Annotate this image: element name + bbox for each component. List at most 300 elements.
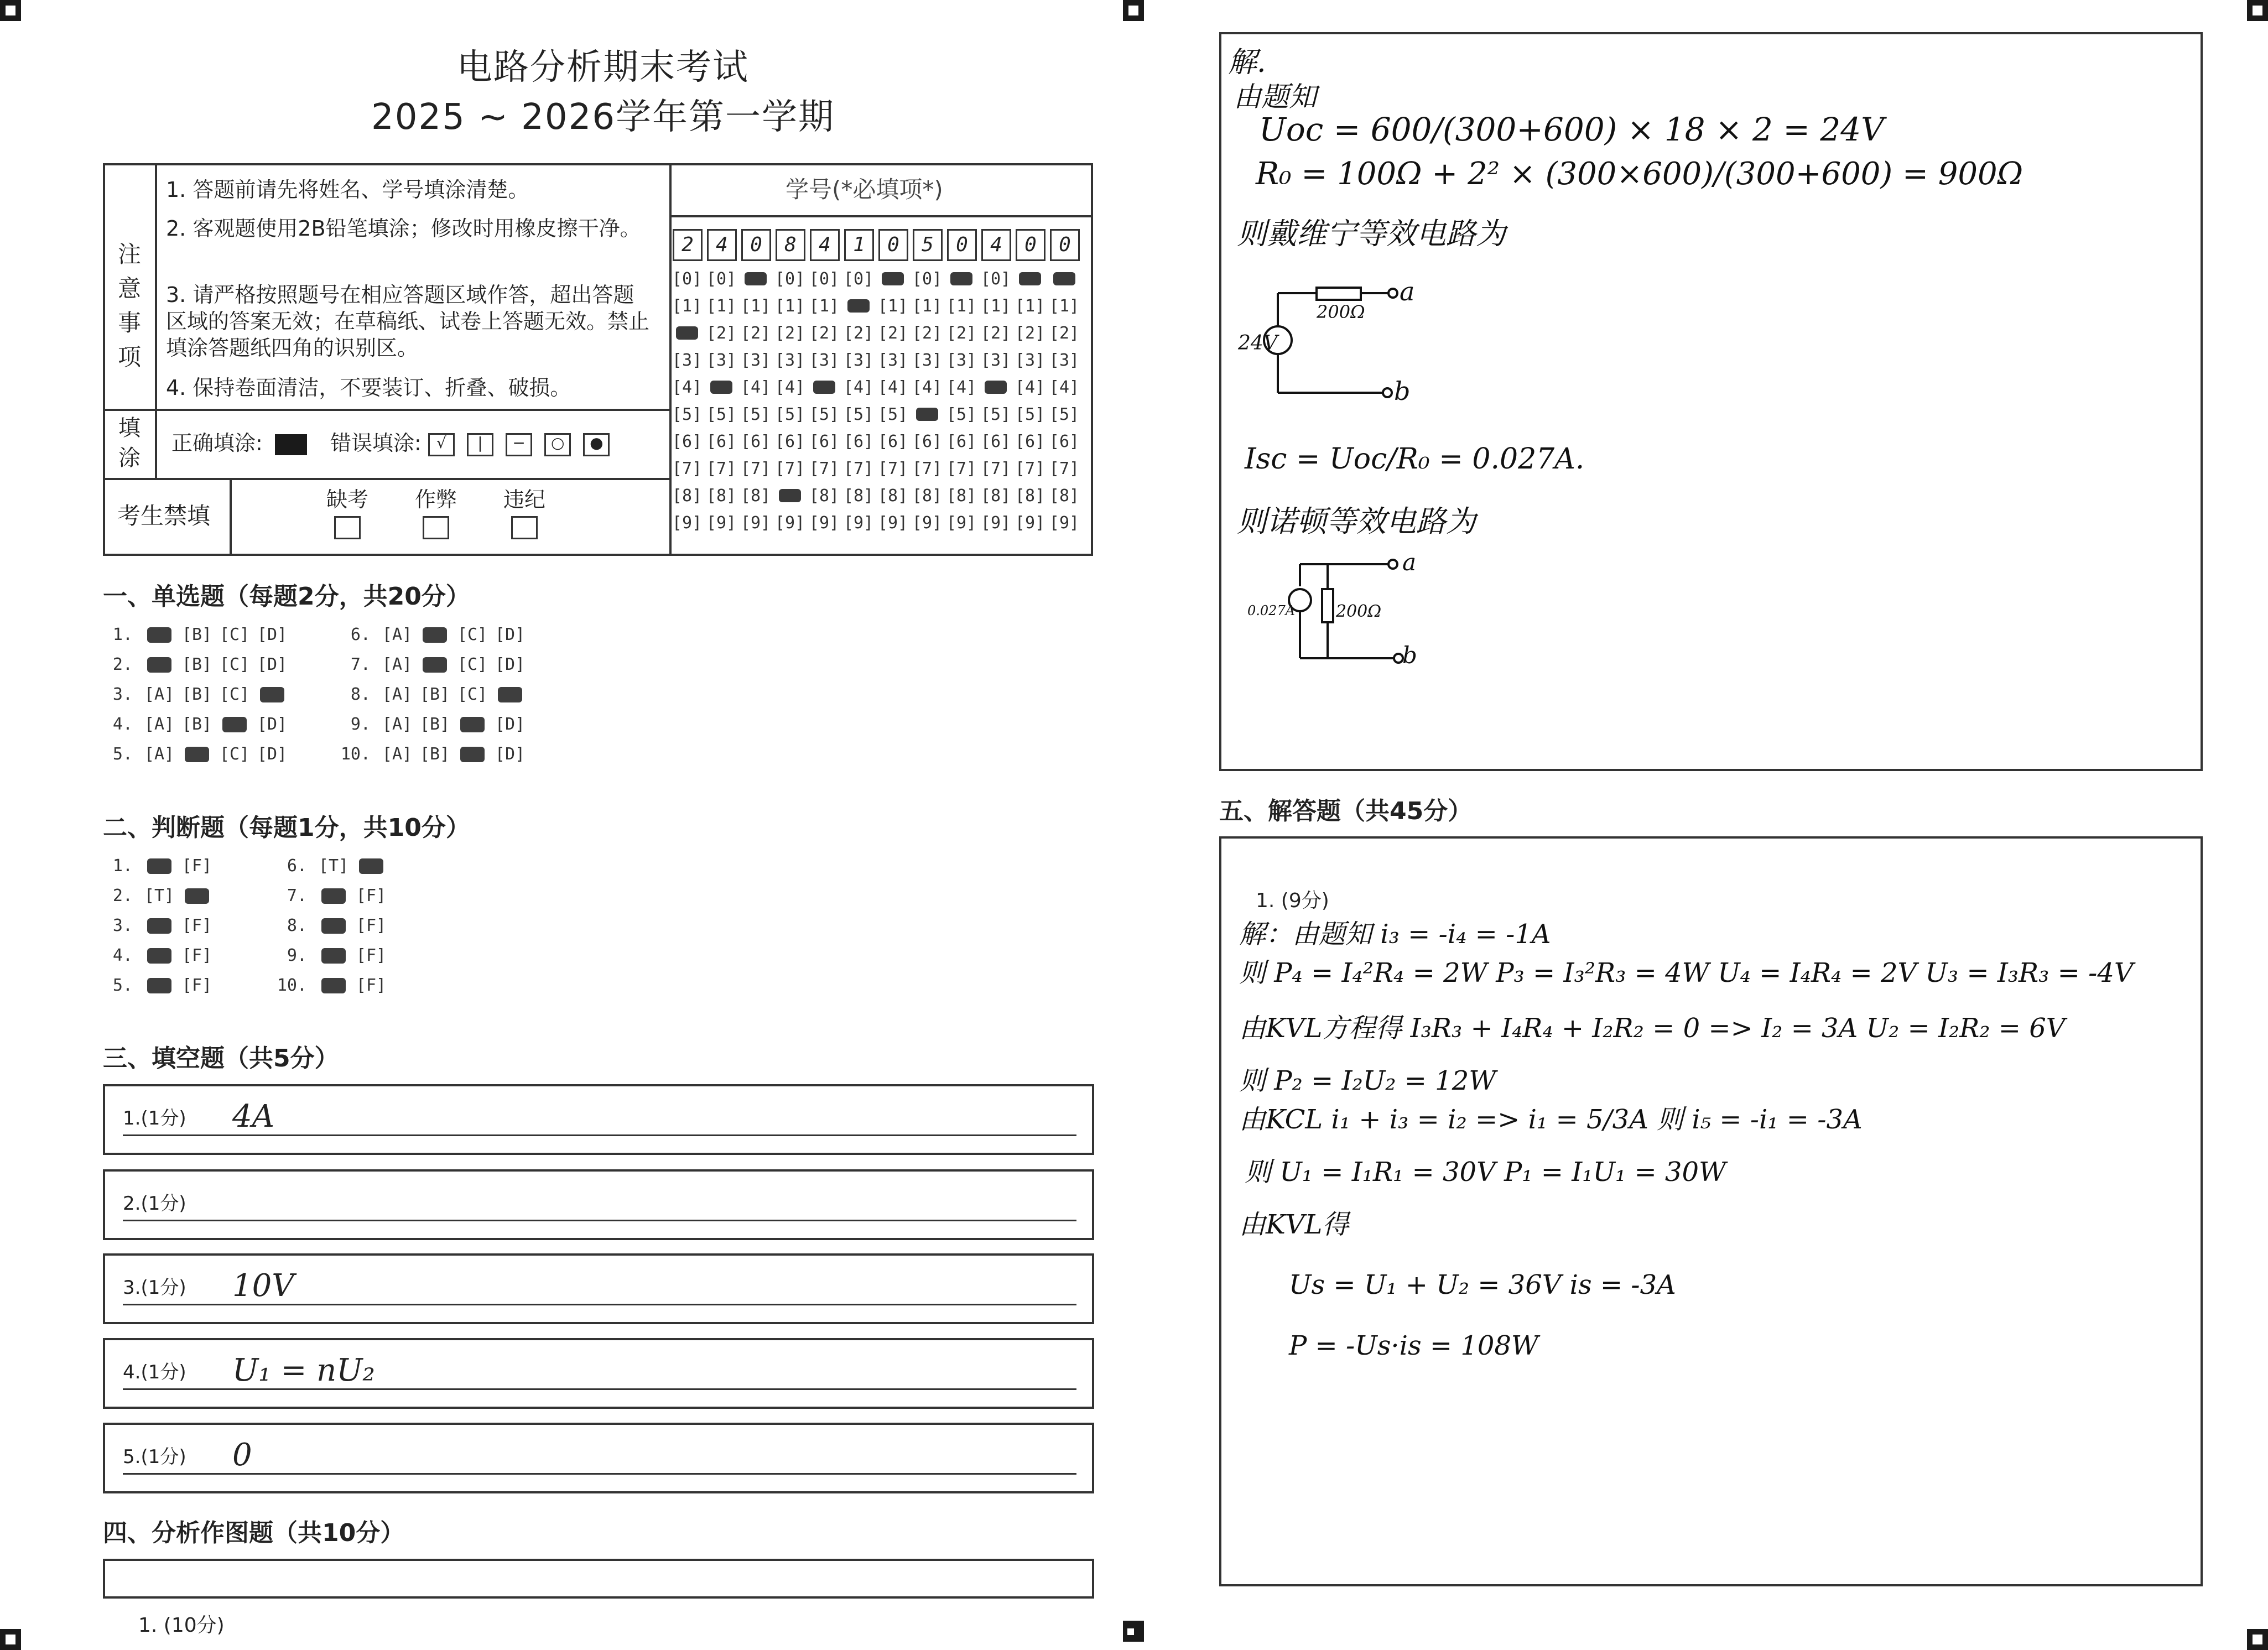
student-id-bubble[interactable]: [0] (774, 269, 805, 289)
student-id-bubble[interactable]: [0] (912, 269, 943, 289)
student-id-bubble[interactable]: [7] (912, 459, 943, 478)
single-choice-question[interactable] (100, 685, 291, 704)
student-id-bubble[interactable]: [3] (774, 351, 805, 370)
choice-bubble[interactable] (216, 715, 253, 734)
student-id-column[interactable] (945, 266, 978, 537)
choice-bubble[interactable] (454, 745, 491, 764)
hw4-line-7: 则诺顿等效电路为 (1237, 504, 1476, 539)
student-id-bubble[interactable]: [8] (877, 486, 908, 506)
student-id-bubble[interactable]: [7] (706, 459, 737, 478)
question-number: 4. (112, 946, 133, 965)
tf-bubble[interactable] (141, 856, 178, 876)
candidate-option-absent[interactable]: 缺考 (326, 486, 368, 539)
student-id-bubble[interactable]: [3] (980, 351, 1011, 370)
tf-bubble[interactable]: [F] (181, 946, 212, 965)
choice-bubble[interactable] (491, 685, 529, 704)
tf-bubble[interactable] (178, 886, 216, 905)
notice-item-4: 4. 保持卷面清洁，不要装订、折叠、破损。 (166, 376, 571, 400)
student-id-bubble[interactable]: [8] (706, 486, 737, 506)
student-id-bubble[interactable]: [3] (843, 351, 874, 370)
notice-item-2: 2. 客观题使用2B铅笔填涂；修改时用橡皮擦干净。 (166, 216, 641, 241)
hw5-line: Us = U₁ + U₂ = 36V is = -3A (1289, 1269, 1676, 1300)
student-id-bubble[interactable] (1013, 266, 1047, 293)
student-id-header: 学号(*必填项*) (786, 176, 943, 203)
thevenin-terminal-a: a (1400, 277, 1415, 306)
student-id-bubble[interactable]: [7] (843, 459, 874, 478)
student-id-bubble[interactable]: [7] (774, 459, 805, 478)
choice-bubble[interactable]: [C] (457, 685, 488, 704)
choice-bubble[interactable]: [D] (495, 625, 526, 644)
question-number: 2. (112, 655, 133, 674)
choice-bubble[interactable]: [A] (382, 715, 413, 734)
tf-bubble[interactable] (315, 916, 352, 935)
student-id-bubble[interactable]: [7] (1049, 459, 1080, 478)
question-number: 5. (112, 745, 133, 764)
student-id-bubble[interactable]: [2] (774, 324, 805, 343)
student-id-bubble[interactable] (670, 320, 704, 347)
question-number: 2. (112, 886, 133, 905)
student-id-bubble[interactable]: [9] (980, 513, 1011, 533)
fill-side-label: 填 涂 (118, 415, 141, 471)
question-number: 3. (112, 916, 133, 935)
hw4-line-2: 由题知 (1234, 81, 1317, 113)
student-id-digit[interactable]: 1 (844, 229, 874, 261)
student-id-bubble[interactable] (808, 374, 841, 401)
true-false-question[interactable] (100, 856, 216, 876)
student-id-bubble[interactable]: [2] (706, 324, 737, 343)
student-id-bubble[interactable] (773, 482, 807, 509)
student-id-bubble[interactable]: [5] (809, 405, 840, 424)
section1-title: 一、单选题（每题2分，共20分） (103, 582, 470, 611)
student-id-digit[interactable]: 4 (810, 229, 840, 261)
norton-terminal-a: a (1402, 549, 1417, 576)
student-id-bubble[interactable]: [1] (809, 296, 840, 316)
student-id-bubble[interactable]: [9] (740, 513, 771, 533)
question-number: 5. (112, 976, 133, 995)
student-id-bubble[interactable]: [2] (912, 324, 943, 343)
wrong-mark-check: √ (428, 433, 455, 456)
student-id-bubble[interactable]: [6] (774, 432, 805, 451)
student-id-digit[interactable]: 2 (673, 229, 703, 261)
student-id-bubble[interactable]: [5] (774, 405, 805, 424)
student-id-column[interactable] (842, 266, 875, 537)
choice-bubble[interactable]: [D] (495, 715, 526, 734)
single-choice-question[interactable] (100, 625, 291, 644)
student-id-bubble[interactable]: [9] (1015, 513, 1045, 533)
student-id-bubble[interactable]: [1] (740, 296, 771, 316)
true-false-question[interactable] (100, 946, 216, 965)
section4-title: 四、分析作图题（共10分） (103, 1519, 405, 1547)
student-id-bubble[interactable]: [1] (1049, 296, 1080, 316)
corner-marker-top-center (1123, 0, 1144, 21)
student-id-bubble[interactable]: [6] (980, 432, 1011, 451)
student-id-bubble[interactable]: [8] (1049, 486, 1080, 506)
student-id-digit[interactable]: 0 (878, 229, 908, 261)
section2-title: 二、判断题（每题1分，共10分） (103, 814, 470, 842)
single-choice-question[interactable] (337, 715, 529, 734)
student-id-digit[interactable]: 0 (947, 229, 977, 261)
student-id-bubble[interactable]: [3] (877, 351, 908, 370)
candidate-option-violation[interactable]: 违纪 (503, 486, 545, 539)
choice-bubble[interactable]: [A] (144, 715, 175, 734)
student-id-bubble[interactable]: [7] (809, 459, 840, 478)
true-false-question[interactable] (100, 916, 216, 935)
hw4-line-5: 则戴维宁等效电路为 (1237, 216, 1506, 251)
tf-bubble[interactable]: [F] (181, 976, 212, 995)
student-id-bubble[interactable]: [3] (706, 351, 737, 370)
student-id-bubble[interactable]: [2] (1015, 324, 1045, 343)
student-id-bubble[interactable]: [3] (672, 351, 703, 370)
student-id-bubble[interactable]: [9] (877, 513, 908, 533)
notice-item-1: 1. 答题前请先将姓名、学号填涂清楚。 (166, 178, 529, 202)
student-id-bubble[interactable]: [6] (912, 432, 943, 451)
question-number: 9. (350, 715, 371, 734)
choice-bubble[interactable] (141, 625, 178, 644)
student-id-bubble[interactable]: [8] (946, 486, 977, 506)
student-id-bubble[interactable]: [1] (672, 296, 703, 316)
choice-bubble[interactable]: [D] (257, 745, 288, 764)
true-false-question[interactable] (274, 886, 390, 905)
tf-bubble[interactable] (141, 976, 178, 995)
choice-bubble[interactable]: [A] (144, 685, 175, 704)
hw4-line-1: 解. (1228, 46, 1266, 79)
student-id-bubble[interactable]: [6] (877, 432, 908, 451)
student-id-bubble[interactable]: [0] (706, 269, 737, 289)
student-id-digit[interactable]: 8 (776, 229, 805, 261)
student-id-bubble[interactable]: [6] (1049, 432, 1080, 451)
student-id-bubble[interactable]: [1] (912, 296, 943, 316)
student-id-bubble[interactable]: [2] (843, 324, 874, 343)
student-id-column[interactable] (670, 266, 704, 537)
fill-blank-4[interactable]: 4.(1分) U₁ = nU₂ (103, 1338, 1094, 1409)
hw5-line: 则 P₄ = I₄²R₄ = 2W P₃ = I₃²R₃ = 4W U₄ = I₄R₄ = 2V U₃ = I₃R₃ = -4V (1239, 957, 2134, 988)
question-number: 3. (112, 685, 133, 704)
single-choice-question[interactable] (337, 655, 529, 674)
true-false-question[interactable] (274, 856, 390, 876)
choice-bubble[interactable]: [D] (495, 745, 526, 764)
fill-blank-2[interactable]: 2.(1分) (103, 1169, 1094, 1240)
student-id-bubble[interactable]: [1] (774, 296, 805, 316)
choice-bubble[interactable]: [B] (181, 715, 212, 734)
wrong-mark-dash: − (506, 433, 532, 456)
corner-marker-bottom-right (2247, 1629, 2268, 1650)
choice-bubble[interactable]: [C] (457, 625, 488, 644)
choice-bubble[interactable]: [D] (257, 715, 288, 734)
student-id-bubble[interactable]: [5] (740, 405, 771, 424)
student-id-digit[interactable]: 0 (1050, 229, 1080, 261)
student-id-bubble[interactable]: [4] (672, 378, 703, 397)
choice-bubble[interactable]: [B] (419, 745, 450, 764)
fill-blank-5[interactable]: 5.(1分) 0 (103, 1423, 1094, 1493)
student-id-bubble[interactable]: [1] (980, 296, 1011, 316)
student-id-bubble[interactable]: [4] (1049, 378, 1080, 397)
student-id-bubble[interactable]: [7] (946, 459, 977, 478)
student-id-bubble[interactable]: [5] (706, 405, 737, 424)
single-choice-question[interactable] (100, 715, 291, 734)
student-id-digit[interactable]: 5 (913, 229, 943, 261)
choice-bubble[interactable] (253, 685, 291, 704)
true-false-question[interactable] (274, 916, 390, 935)
question-number: 7. (287, 886, 307, 905)
single-choice-question[interactable] (100, 745, 291, 764)
student-id-bubble[interactable]: [1] (946, 296, 977, 316)
norton-resistor-label: 200Ω (1336, 602, 1382, 621)
exam-title: 电路分析期末考试 (457, 47, 749, 88)
student-id-bubble[interactable]: [9] (706, 513, 737, 533)
student-id-bubble[interactable] (842, 293, 875, 320)
single-choice-question[interactable] (337, 685, 529, 704)
choice-bubble[interactable]: [D] (257, 655, 288, 674)
student-id-bubble[interactable]: [6] (740, 432, 771, 451)
choice-bubble[interactable] (141, 655, 178, 674)
student-id-column[interactable] (739, 266, 772, 537)
student-id-bubble[interactable]: [4] (843, 378, 874, 397)
student-id-bubble[interactable]: [2] (877, 324, 908, 343)
student-id-bubble[interactable]: [0] (809, 269, 840, 289)
choice-bubble[interactable]: [A] (382, 745, 413, 764)
student-id-bubble[interactable]: [8] (912, 486, 943, 506)
student-id-bubble[interactable]: [5] (1049, 405, 1080, 424)
student-id-bubble[interactable]: [6] (672, 432, 703, 451)
student-id-bubble[interactable]: [2] (980, 324, 1011, 343)
student-id-column[interactable] (911, 266, 944, 537)
student-id-bubble[interactable] (911, 401, 944, 428)
student-id-bubble[interactable]: [2] (1049, 324, 1080, 343)
student-id-bubble[interactable]: [3] (912, 351, 943, 370)
question-number: 8. (287, 916, 307, 935)
hw5-line: 由KCL i₁ + i₃ = i₂ => i₁ = 5/3A 则 i₅ = -i₁ = -3A (1239, 1104, 1863, 1135)
fill-blank-1[interactable]: 1.(1分) 4A (103, 1084, 1094, 1155)
student-id-bubble[interactable]: [2] (946, 324, 977, 343)
tf-bubble[interactable]: [F] (356, 916, 387, 935)
section4-answer-box-top[interactable] (103, 1559, 1094, 1599)
student-id-bubble[interactable] (876, 266, 909, 293)
single-choice-question[interactable] (337, 625, 529, 644)
exam-term: 2025 ~ 2026学年第一学期 (371, 97, 835, 138)
student-id-bubble[interactable]: [8] (809, 486, 840, 506)
student-id-column[interactable] (808, 266, 841, 537)
student-id-bubble[interactable]: [6] (843, 432, 874, 451)
student-id-bubble[interactable]: [3] (1015, 351, 1045, 370)
student-id-bubble[interactable]: [7] (980, 459, 1011, 478)
tf-bubble[interactable]: [F] (181, 856, 212, 876)
candidate-option-cheating[interactable]: 作弊 (415, 486, 457, 539)
hw5-line: 由KVL得 (1239, 1209, 1349, 1240)
question-number: 10. (340, 745, 371, 764)
thevenin-terminal-b: b (1394, 376, 1411, 406)
choice-bubble[interactable]: [C] (219, 625, 250, 644)
student-id-bubble[interactable]: [9] (672, 513, 703, 533)
section5-title: 五、解答题（共45分） (1219, 797, 1473, 825)
student-id-bubble[interactable]: [1] (877, 296, 908, 316)
student-id-column[interactable] (876, 266, 909, 537)
wrong-mark-circle: ○ (544, 433, 571, 456)
tf-bubble[interactable]: [F] (356, 886, 387, 905)
choice-bubble[interactable]: [B] (419, 715, 450, 734)
student-id-bubble[interactable]: [8] (980, 486, 1011, 506)
student-id-digit[interactable]: 0 (1016, 229, 1045, 261)
corner-marker-bottom-center (1123, 1621, 1144, 1642)
choice-bubble[interactable]: [A] (382, 655, 413, 674)
hw5-line: P = -Us·is = 108W (1289, 1330, 1539, 1361)
notice-side-label: 注 意 事 项 (117, 241, 141, 371)
student-id-bubble[interactable]: [4] (740, 378, 771, 397)
student-id-bubble[interactable]: [9] (946, 513, 977, 533)
choice-bubble[interactable] (454, 715, 491, 734)
choice-bubble[interactable]: [A] (144, 745, 175, 764)
tf-bubble[interactable] (315, 886, 352, 905)
student-id-bubble[interactable] (979, 374, 1012, 401)
wrong-mark-bar: | (467, 433, 493, 456)
choice-bubble[interactable]: [B] (181, 655, 212, 674)
student-id-bubble[interactable]: [7] (1015, 459, 1045, 478)
student-id-column[interactable] (1013, 266, 1047, 537)
tf-bubble[interactable] (315, 946, 352, 965)
student-id-bubble[interactable]: [6] (809, 432, 840, 451)
student-id-bubble[interactable]: [8] (740, 486, 771, 506)
corner-marker-top-left (0, 0, 21, 21)
section4-q1-label: 1. (10分) (138, 1614, 225, 1637)
student-id-bubble[interactable]: [0] (843, 269, 874, 289)
single-choice-question[interactable] (100, 655, 291, 674)
tf-bubble[interactable] (352, 856, 390, 876)
student-id-bubble[interactable]: [1] (706, 296, 737, 316)
tf-bubble[interactable]: [T] (144, 886, 175, 905)
student-id-bubble[interactable]: [8] (672, 486, 703, 506)
choice-bubble[interactable]: [C] (219, 655, 250, 674)
choice-bubble[interactable]: [B] (181, 685, 212, 704)
student-id-bubble[interactable]: [4] (1015, 378, 1045, 397)
choice-bubble[interactable] (416, 655, 454, 674)
hw5-line: 则 P₂ = I₂U₂ = 12W (1239, 1065, 1496, 1096)
tf-bubble[interactable]: [T] (318, 856, 349, 876)
student-id-bubble[interactable]: [0] (980, 269, 1011, 289)
choice-bubble[interactable]: [C] (219, 685, 250, 704)
question-number: 7. (350, 655, 371, 674)
student-id-bubble[interactable] (945, 266, 978, 293)
student-id-column[interactable] (773, 266, 807, 537)
student-id-bubble[interactable]: [7] (672, 459, 703, 478)
correct-fill-sample (275, 434, 307, 455)
student-id-bubble[interactable] (1048, 266, 1081, 293)
student-id-bubble[interactable]: [5] (672, 405, 703, 424)
thevenin-resistor-label: 200Ω (1317, 301, 1365, 322)
student-id-bubble[interactable]: [3] (740, 351, 771, 370)
student-id-bubble[interactable]: [6] (706, 432, 737, 451)
student-id-bubble[interactable]: [9] (809, 513, 840, 533)
question-number: 4. (112, 715, 133, 734)
section5-q1-label: 1. (9分) (1256, 889, 1329, 912)
single-choice-question[interactable] (337, 745, 529, 764)
tf-bubble[interactable] (315, 976, 352, 995)
student-id-bubble[interactable]: [5] (877, 405, 908, 424)
hw4-line-4: R₀ = 100Ω + 2² × (300×600)/(300+600) = 900Ω (1256, 156, 2023, 192)
student-id-digit[interactable]: 4 (981, 229, 1011, 261)
corner-marker-bottom-left (0, 1629, 21, 1650)
student-id-bubble[interactable]: [6] (1015, 432, 1045, 451)
question-number: 10. (277, 976, 307, 995)
student-id-digit[interactable]: 4 (707, 229, 737, 261)
thevenin-source-label: 24V (1238, 332, 1278, 355)
student-id-bubble[interactable]: [5] (843, 405, 874, 424)
student-id-bubble[interactable]: [7] (877, 459, 908, 478)
student-id-bubble[interactable] (739, 266, 772, 293)
student-id-bubble[interactable]: [5] (1015, 405, 1045, 424)
true-false-question[interactable] (274, 976, 390, 995)
tf-bubble[interactable] (141, 946, 178, 965)
question-number: 8. (350, 685, 371, 704)
question-number: 1. (112, 856, 133, 876)
choice-bubble[interactable]: [D] (257, 625, 288, 644)
wrong-mark-dot: ● (583, 433, 610, 456)
student-id-bubble[interactable]: [5] (980, 405, 1011, 424)
student-id-bubble[interactable]: [9] (912, 513, 943, 533)
fill-blank-3[interactable]: 3.(1分) 10V (103, 1253, 1094, 1324)
student-id-bubble[interactable]: [9] (774, 513, 805, 533)
student-id-bubble[interactable]: [4] (946, 378, 977, 397)
tf-bubble[interactable]: [F] (181, 916, 212, 935)
student-id-bubble[interactable]: [3] (1049, 351, 1080, 370)
tf-bubble[interactable]: [F] (356, 946, 387, 965)
student-id-bubble[interactable]: [9] (843, 513, 874, 533)
choice-bubble[interactable]: [A] (382, 625, 413, 644)
true-false-question[interactable] (274, 946, 390, 965)
choice-bubble[interactable]: [B] (419, 685, 450, 704)
choice-bubble[interactable]: [C] (219, 745, 250, 764)
student-id-bubble[interactable]: [0] (672, 269, 703, 289)
tf-bubble[interactable] (141, 916, 178, 935)
student-id-bubble[interactable]: [2] (740, 324, 771, 343)
true-false-question[interactable] (100, 886, 216, 905)
student-id-bubble[interactable]: [2] (809, 324, 840, 343)
choice-bubble[interactable] (178, 745, 216, 764)
student-id-bubble[interactable]: [9] (1049, 513, 1080, 533)
student-id-bubble[interactable]: [3] (946, 351, 977, 370)
choice-bubble[interactable]: [D] (495, 655, 526, 674)
hw5-line: 则 U₁ = I₁R₁ = 30V P₁ = I₁U₁ = 30W (1245, 1157, 1726, 1188)
student-id-bubble[interactable]: [8] (1015, 486, 1045, 506)
norton-terminal-b: b (1402, 642, 1417, 669)
choice-bubble[interactable]: [A] (382, 685, 413, 704)
student-id-bubble[interactable]: [7] (740, 459, 771, 478)
hw5-line: 解：由题知 i₃ = -i₄ = -1A (1239, 919, 1551, 950)
student-id-column[interactable] (979, 266, 1012, 537)
student-id-bubble[interactable]: [8] (843, 486, 874, 506)
choice-bubble[interactable]: [C] (457, 655, 488, 674)
tf-bubble[interactable]: [F] (356, 976, 387, 995)
student-id-column[interactable] (705, 266, 738, 537)
student-id-digit[interactable]: 0 (741, 229, 771, 261)
student-id-bubble[interactable]: [3] (809, 351, 840, 370)
corner-marker-top-right (2247, 0, 2268, 21)
question-number: 1. (112, 625, 133, 644)
notice-item-3: 3. 请严格按照题号在相应答题区域作答，超出答题区域的答案无效；在草稿纸、试卷上答题无效。禁止填涂答题纸四角的识别区。 (166, 283, 650, 360)
student-id-column[interactable] (1048, 266, 1081, 537)
student-id-bubble[interactable]: [4] (877, 378, 908, 397)
choice-bubble[interactable] (416, 625, 454, 644)
student-id-bubble[interactable] (705, 374, 738, 401)
norton-source-label: 0.027A (1247, 603, 1296, 618)
student-id-bubble[interactable]: [4] (774, 378, 805, 397)
student-id-bubble[interactable]: [1] (1015, 296, 1045, 316)
choice-bubble[interactable]: [B] (181, 625, 212, 644)
student-id-bubble[interactable]: [6] (946, 432, 977, 451)
true-false-question[interactable] (100, 976, 216, 995)
student-id-bubble[interactable]: [5] (946, 405, 977, 424)
fill-instructions: 正确填涂: 错误填涂: √ | − ○ ● (171, 430, 615, 456)
student-id-bubble[interactable]: [4] (912, 378, 943, 397)
question-number: 9. (287, 946, 307, 965)
